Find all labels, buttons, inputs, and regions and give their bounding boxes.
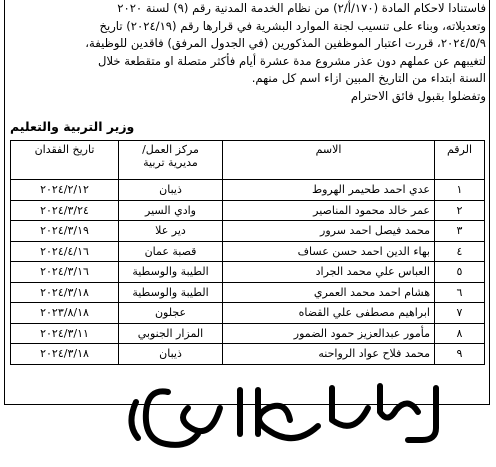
header-work-center [119, 141, 223, 180]
loss-date: ٢٠٢٤/٣/٢٤ [11, 200, 119, 221]
employee-name: هشام احمد محمد العمري [223, 282, 435, 303]
paragraph-line: فاستنادا لاحكام المادة (١٧٠/أ/٢) من نظام الخدمة المدنية رقم (٩) لسنة ٢٠٢٠ [117, 1, 486, 15]
loss-date: ٢٠٢٤/٣/١٦ [11, 262, 119, 283]
loss-date: ٢٠٢٣/٨/١٨ [11, 303, 119, 324]
table-row [11, 282, 485, 303]
decision-paragraph [10, 0, 486, 106]
watermark-logo [118, 378, 448, 460]
table-header-row [11, 141, 485, 180]
loss-date: ٢٠٢٤/٤/١٦ [11, 241, 119, 262]
row-number: ٧ [435, 303, 485, 324]
header-work-center-line: مركز العمل/ [142, 143, 199, 156]
row-number: ٣ [435, 221, 485, 242]
loss-date: ٢٠٢٤/٣/١٩ [11, 221, 119, 242]
table-row [11, 344, 485, 365]
employee-name: بهاء الدين احمد حسن عساف [223, 241, 435, 262]
row-number: ٥ [435, 262, 485, 283]
loss-date: ٢٠٢٤/٣/١٨ [11, 344, 119, 365]
table-row [11, 200, 485, 221]
employee-name: محمد فيصل احمد سرور [223, 221, 435, 242]
employee-name: عمر خالد محمود المناصير [223, 200, 435, 221]
header-name: الاسم [223, 141, 435, 180]
absentees-table [10, 140, 485, 365]
employee-name: محمد فلاح عواد الرواحنه [223, 344, 435, 365]
employee-name: عدي احمد طحيمر الهروط [223, 180, 435, 201]
table-row [11, 303, 485, 324]
minister-signature: وزير التربية والتعليم [10, 119, 135, 134]
header-work-center-line: مديرية تربية [143, 156, 198, 169]
loss-date: ٢٠٢٤/٢/١٢ [11, 180, 119, 201]
work-center: الطيبة والوسطية [119, 282, 223, 303]
employee-name: ابراهيم مصطفى علي القضاه [223, 303, 435, 324]
work-center: وادي السير [119, 200, 223, 221]
work-center: ذيبان [119, 180, 223, 201]
table-row [11, 221, 485, 242]
table-row [11, 241, 485, 262]
paragraph-line: لتغيبهم عن عملهم دون عذر مشروع مدة عشرة أيام فأكثر متصلة او متقطعة خلال [98, 53, 486, 68]
table-row [11, 262, 485, 283]
loss-date: ٢٠٢٤/٣/١١ [11, 323, 119, 344]
loss-date: ٢٠٢٤/٣/١٨ [11, 282, 119, 303]
row-number: ٩ [435, 344, 485, 365]
paragraph-line: السنة ابتداء من التاريخ المبين ازاء اسم كل منهم. [251, 71, 486, 86]
row-number: ١ [435, 180, 485, 201]
row-number: ٢ [435, 200, 485, 221]
work-center: المزار الجنوبي [119, 323, 223, 344]
work-center: ذيبان [119, 344, 223, 365]
work-center: عجلون [119, 303, 223, 324]
paragraph-line: ٢٠٢٤/٥/٩، قررت اعتبار الموظفين المذكورين (في الجدول المرفق) فاقدين للوظيفة، [85, 36, 486, 51]
row-number: ٨ [435, 323, 485, 344]
header-number: الرقم [435, 141, 485, 180]
row-number: ٦ [435, 282, 485, 303]
paragraph-line: وتعديلاته، وبناء على تنسيب لجنة الموارد البشرية في قرارها رقم (٢٠٢٤/١٩) تاريخ [99, 18, 486, 33]
employee-name: مأمور عبدالعزيز حمود الضمور [223, 323, 435, 344]
employee-name: العباس علي محمد الجراد [223, 262, 435, 283]
row-number: ٤ [435, 241, 485, 262]
table-row [11, 180, 485, 201]
work-center: دير علا [119, 221, 223, 242]
paragraph-line: وتفضلوا بقبول فائق الاحترام [350, 88, 486, 103]
header-loss-date: تاريخ الفقدان [11, 141, 119, 180]
work-center: الطيبة والوسطية [119, 262, 223, 283]
work-center: قصبة عمان [119, 241, 223, 262]
table-row [11, 323, 485, 344]
